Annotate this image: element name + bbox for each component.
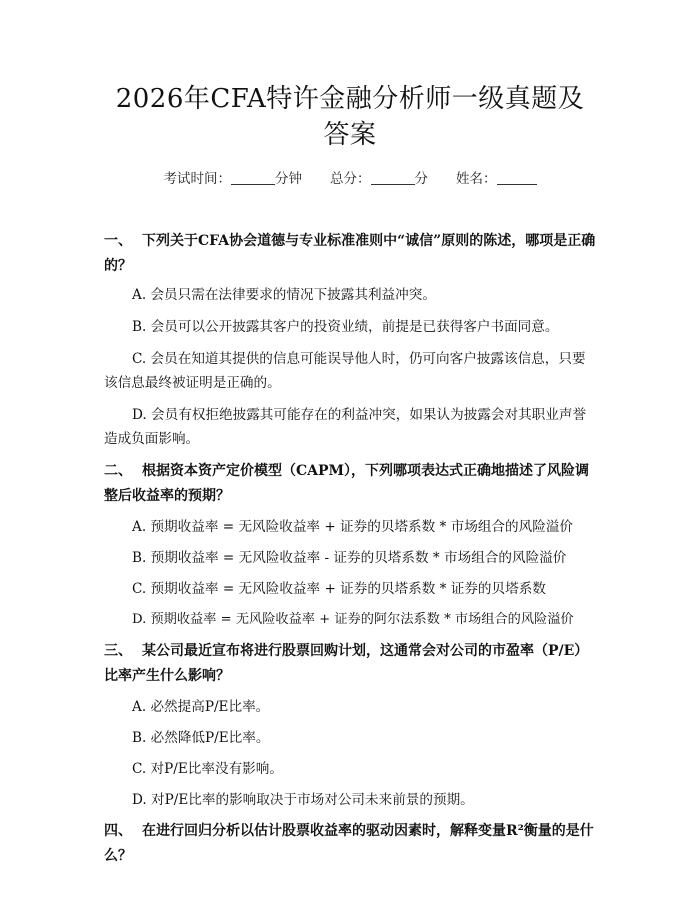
option-d: D. 会员有权拒绝披露其可能存在的利益冲突，如果认为披露会对其职业声誉造成负面影响。: [104, 407, 587, 447]
question-list: [104, 229, 596, 869]
question-number: 三、: [104, 643, 132, 659]
score-unit: 分: [414, 171, 428, 187]
option-d: D. 预期收益率 = 无风险收益率 + 证券的阿尔法系数 * 市场组合的风险溢价: [132, 612, 574, 627]
question-stem: 二、 根据资本资产定价模型（CAPM），下列哪项表达式正确地描述了风险调整后收益率的预期？: [104, 459, 596, 509]
question-number: 一、: [104, 233, 132, 249]
option-b: B. 必然降低P/E比率。: [132, 730, 270, 746]
name-label: 姓名：: [456, 171, 497, 187]
time-label: 考试时间：: [163, 171, 231, 187]
page-title: 2026年CFA特许金融分析师一级真题及答案: [115, 84, 585, 150]
option-a: A. 必然提高P/E比率。: [132, 699, 270, 715]
option-d: D. 对P/E比率的影响取决于市场对公司未来前景的预期。: [132, 792, 474, 808]
option-a: A. 会员只需在法律要求的情况下披露其利益冲突。: [132, 287, 436, 303]
question-4: [104, 819, 596, 869]
option-a: A. 预期收益率 = 无风险收益率 + 证券的贝塔系数 * 市场组合的风险溢价: [132, 519, 573, 535]
option-b: B. 预期收益率 = 无风险收益率 - 证券的贝塔系数 * 市场组合的风险溢价: [132, 550, 567, 566]
option-b: B. 会员可以公开披露其客户的投资业绩，前提是已获得客户书面同意。: [132, 319, 559, 335]
option-c: C. 对P/E比率没有影响。: [132, 761, 283, 777]
question-number: 二、: [104, 463, 132, 479]
score-label: 总分：: [330, 171, 371, 187]
question-2: [104, 459, 596, 632]
time-blank: [231, 170, 275, 185]
time-unit: 分钟: [275, 171, 302, 187]
question-1: [104, 229, 596, 451]
option-c: C. 预期收益率 = 无风险收益率 + 证券的贝塔系数 * 证券的贝塔系数: [132, 581, 546, 597]
score-blank: [371, 170, 415, 185]
exam-info: [104, 169, 596, 189]
question-stem: 四、 在进行回归分析以估计股票收益率的驱动因素时，解释变量R²衡量的是什么？: [104, 819, 596, 869]
name-blank: [497, 170, 537, 185]
question-3: [104, 639, 596, 812]
question-number: 四、: [104, 823, 132, 839]
question-stem: 一、 下列关于CFA协会道德与专业标准准则中“诚信”原则的陈述，哪项是正确的？: [104, 229, 596, 279]
question-stem: 三、 某公司最近宣布将进行股票回购计划，这通常会对公司的市盈率（P/E）比率产生什么影响？: [104, 639, 596, 689]
option-c: C. 会员在知道其提供的信息可能误导他人时，仍可向客户披露该信息，只要该信息最终被证明是正确的。: [104, 351, 586, 391]
